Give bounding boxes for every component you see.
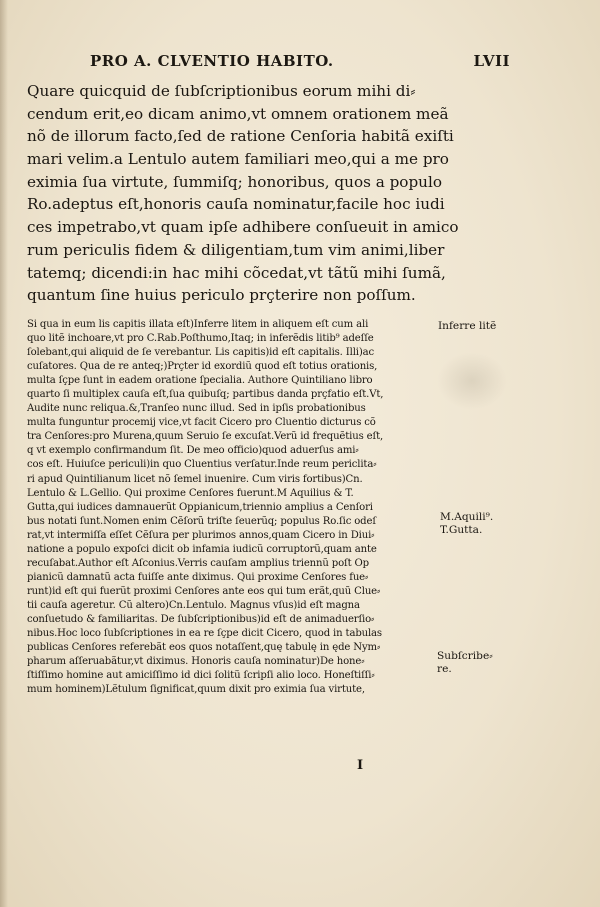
commentary-line: bus notati ſunt.Nomen enim Cẽſorũ triſte ſeuerũq; populus Ro.ſic odeſ [27,515,376,527]
margin-note-aquilius [440,511,493,537]
main-text-line: Ro.adeptus eſt,honoris cauſa nominatur,facile hoc iudi [27,195,445,214]
commentary-line: q vt exemplo confirmandum ſit. De meo officio)quod aduerſus ami⸗ [27,445,359,457]
commentary-line: natione a populo expoſci dicit ob infamia iudicũ corruptorũ,quam ante [27,543,377,555]
margin-note-line: T.Gutta. [440,524,483,536]
commentary-line: conſuetudo & familiaritas. De ſubſcriptionibus)id eſt de animaduerſio⸗ [27,613,375,625]
commentary-line: Gutta,qui iudices damnauerũt Oppianicum,triennio amplius a Cenſori [27,501,373,513]
commentary-line: multa ſçpe ſunt in eadem oratione ſpecialia. Authore Quintiliano libro [27,375,373,387]
commentary-line: multa funguntur procemij vice,vt facit Cicero pro Cluentio dicturus cõ [27,417,376,429]
commentary-line: Si qua in eum lis capitis illata eſt)Inferre litem in aliquem eſt cum ali [27,319,369,330]
commentary-line: publicas Cenſores referebãt eos quos notaſſent,quę tabulę in ęde Nym⸗ [27,642,381,654]
commentary-line: cuſatores. Qua de re anteq;)Prçter id exordiũ quod eſt totius orationis, [27,361,378,373]
margin-note-line: M.Aquili⁹. [440,511,494,523]
main-text-line: ces impetrabo,vt quam ipſe adhibere conſueuit in amico [27,218,459,237]
main-text-line: eximia ſua virtute, ſummiſq; honoribus, quos a populo [27,172,442,191]
commentary-line: ri apud Quintilianum licet nõ ſemel inuenire. Cum viris fortibus)Cn. [27,473,363,485]
margin-note-subscribe [437,650,493,676]
page-stain [437,352,507,410]
commentary-line: ſtiſſimo homine aut amiciſſimo id dici ſolitũ ſcripſi alio loco. Honeſtiſſi⸗ [27,670,375,682]
commentary-line: quo litẽ inchoare,vt pro C.Rab.Poſthumo,Itaq; in inferẽdis litib⁹ adeſſe [27,333,374,345]
commentary-line: pharum aſſeruabãtur,vt diximus. Honoris cauſa nominatur)De hone⸗ [27,656,365,668]
signature-mark: I [357,758,364,773]
main-text-line: Quare quicquid de ſubſcriptionibus eorum mihi di⸗ [27,82,416,100]
commentary-line: tra Cenſores:pro Murena,quum Seruio ſe excuſat.Verũ id frequẽtius eſt, [27,431,384,443]
commentary-line: runt)id eſt qui fuerũt proximi Cenſores ante eos qui tum erãt,quũ Clue⸗ [27,585,381,597]
margin-note-line: re. [437,663,452,675]
main-text-line: nõ de illorum facto,ſed de ratione Cenſoria habitã exiſti [27,127,454,146]
main-text-line: tatemq; dicendi:in hac mihi cõcedat,vt tãtũ mihi ſumã, [27,263,446,282]
margin-note-line: Inferre litẽ [438,320,497,332]
running-title: PRO A. CLVENTIO HABITO. [90,52,334,70]
page-header [90,52,510,74]
margin-note-line: Subſcribe⸗ [437,650,493,662]
commentary-line: pianicũ damnatũ acta fuiſſe ante diximus. Qui proxime Cenſores fue⸗ [27,571,369,583]
commentary-line: Lentulo & L.Gellio. Qui proxime Cenſores fuerunt.M Aquilius & T. [27,487,354,499]
margin-note-inferre [438,320,496,333]
main-text-block [27,80,459,307]
commentary-line: ſolebant,qui aliquid de ſe verebantur. Lis capitis)id eſt capitalis. Illi)ac [27,347,375,359]
commentary-line: recuſabat.Author eſt Aſconius.Verris cauſam amplius triennũ poſt Op [27,557,369,569]
commentary-line: quarto ſi multiplex cauſa eſt,ſua quibuſq; partibus danda prçfatio eſt.Vt, [27,389,384,401]
commentary-line: Audite nunc reliqua.&,Tranſeo nunc illud. Sed in ipſis probationibus [27,403,366,415]
commentary-line: rat,vt intermiſſa eſſet Cẽſura per plurimos annos,quam Cicero in Diui⸗ [27,529,375,541]
commentary-line: nibus.Hoc loco ſubſcriptiones in ea re ſçpe dicit Cicero, quod in tabulas [27,628,382,640]
folio-number: LVII [473,52,510,70]
main-text-line: rum periculis fidem & diligentiam,tum vim animi,liber [27,240,445,259]
commentary-block [27,318,433,697]
main-text-line: mari velim.a Lentulo autem familiari meo,qui a me pro [27,150,449,169]
main-text-line: quantum ſine huius periculo prçterire non poſſum. [27,286,416,305]
commentary-line: tii cauſa ageretur. Cũ altero)Cn.Lentulo. Magnus vſus)id eſt magna [27,599,360,611]
commentary-line: mum hominem)Lẽtulum ſignificat,quum dixit pro eximia ſua virtute, [27,684,365,696]
commentary-line: cos eſt. Huiuſce periculi)in quo Cluentius verſatur.Inde reum periclita⸗ [27,459,377,471]
main-text-line: cendum erit,eo dicam animo,vt omnem orationem meã [27,104,449,123]
